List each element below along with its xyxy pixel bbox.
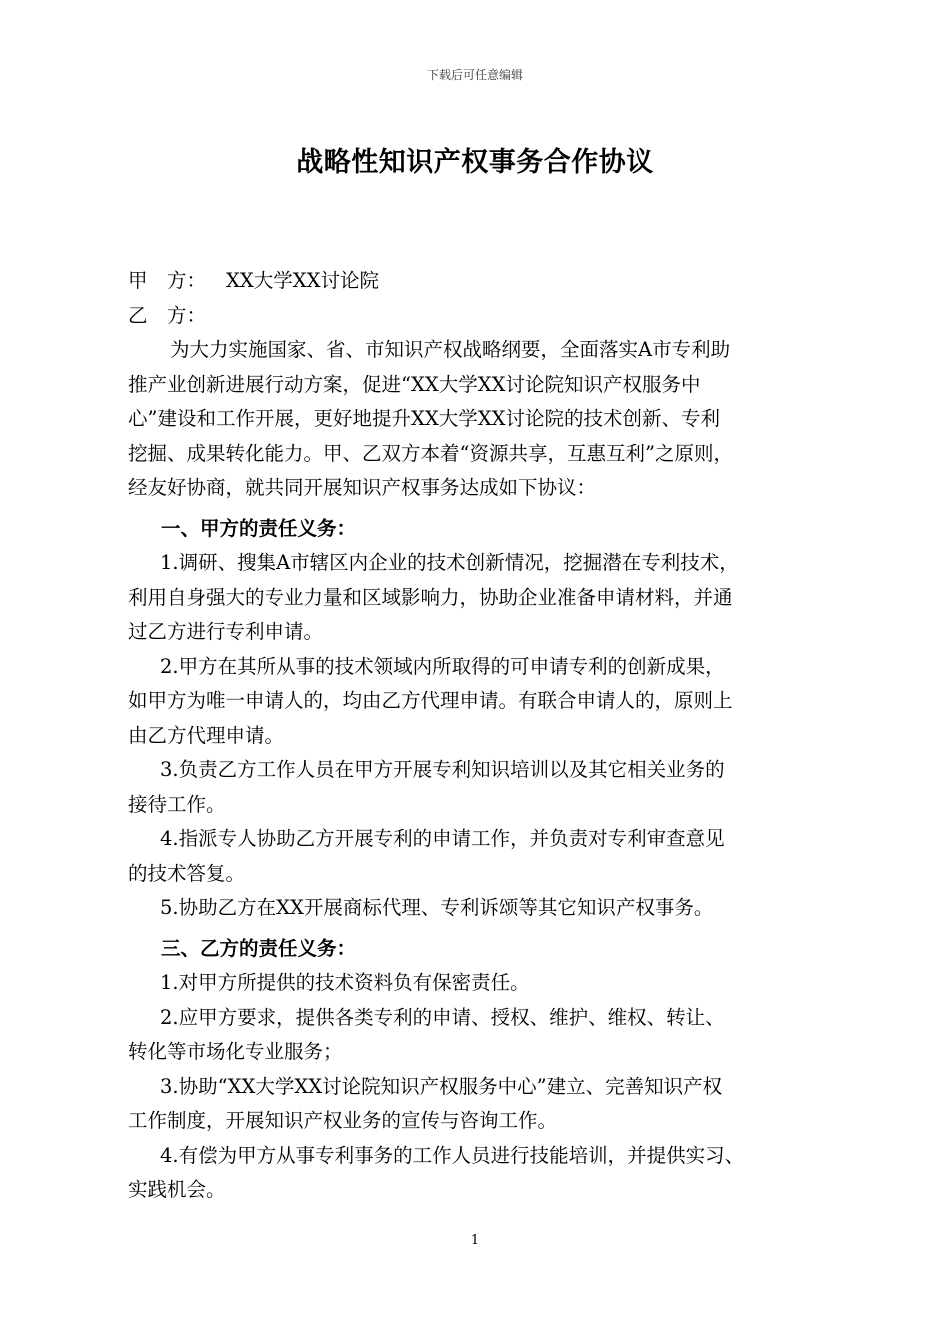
clause-line: 4.指派专人协助乙方开展专利的申请工作，并负责对专利审查意见 [160,827,725,850]
clause-line: 3.协助“XX大学XX讨论院知识产权服务中心”建立、完善知识产权 [160,1074,723,1098]
party-b-label: 乙 方： [128,303,207,327]
clause-line: 的技术答复。 [128,861,246,885]
party-a-value: XX大学XX讨论院 [226,269,380,292]
intro-line: 为大力实施国家、省、市知识产权战略纲要，全面落实A市专利助 [170,338,731,361]
clause-line: 5.协助乙方在XX开展商标代理、专利诉颂等其它知识产权事务。 [160,896,714,919]
intro-line: 经友好协商，就共同开展知识产权事务达成如下协议： [128,476,597,499]
clause-line: 2.甲方在其所从事的技术领域内所取得的可申请专利的创新成果， [160,654,725,678]
intro-line: 推产业创新进展行动方案，促进“XX大学XX讨论院知识产权服务中 [128,372,701,396]
agreement-body [128,264,838,1208]
page-number: 1 [470,1233,480,1248]
clause-line: 1.对甲方所提供的技术资料负有保密责任。 [160,971,530,994]
party-a [128,264,838,299]
clause-line: 2.应甲方要求，提供各类专利的申请、授权、维护、维权、转让、 [160,1005,725,1029]
clause-line: 1.调研、搜集A市辖区内企业的技术创新情况，挖掘潜在专利技术， [160,551,739,574]
intro-line: 挖掘、成果转化能力。甲、乙双方本着“资源共享，互惠互利”之原则， [128,441,733,465]
clause-line: 工作制度，开展知识产权业务的宣传与咨询工作。 [128,1109,558,1132]
clause-line: 4.有偿为甲方从事专利事务的工作人员进行技能培训，并提供实习、 [160,1143,745,1167]
section-heading-party-b: 三、乙方的责任义务： [161,936,357,960]
clause-line: 如甲方为唯一申请人的，均由乙方代理申请。有联合申请人的，原则上 [128,689,733,712]
clause-line: 由乙方代理申请。 [128,723,285,747]
intro-line: 心”建设和工作开展，更好地提升XX大学XX讨论院的技术创新、专利 [128,407,720,430]
clause-line: 实践机会。 [128,1178,226,1201]
clause-line: 转化等市场化专业服务； [128,1040,343,1063]
clause-line: 3.负责乙方工作人员在甲方开展专利知识培训以及其它相关业务的 [160,758,725,781]
section-heading-party-a: 一、甲方的责任义务： [161,516,357,540]
header-note: 下载后可任意编辑 [426,68,523,82]
document-title: 战略性知识产权事务合作协议 [296,147,654,178]
party-b [128,299,838,334]
party-a-label: 甲 方： [128,269,207,292]
clause-line: 接待工作。 [128,792,226,816]
clause-line: 过乙方进行专利申请。 [128,620,324,643]
clause-line: 利用自身强大的专业力量和区域影响力，协助企业准备申请材料，并通 [128,585,733,609]
